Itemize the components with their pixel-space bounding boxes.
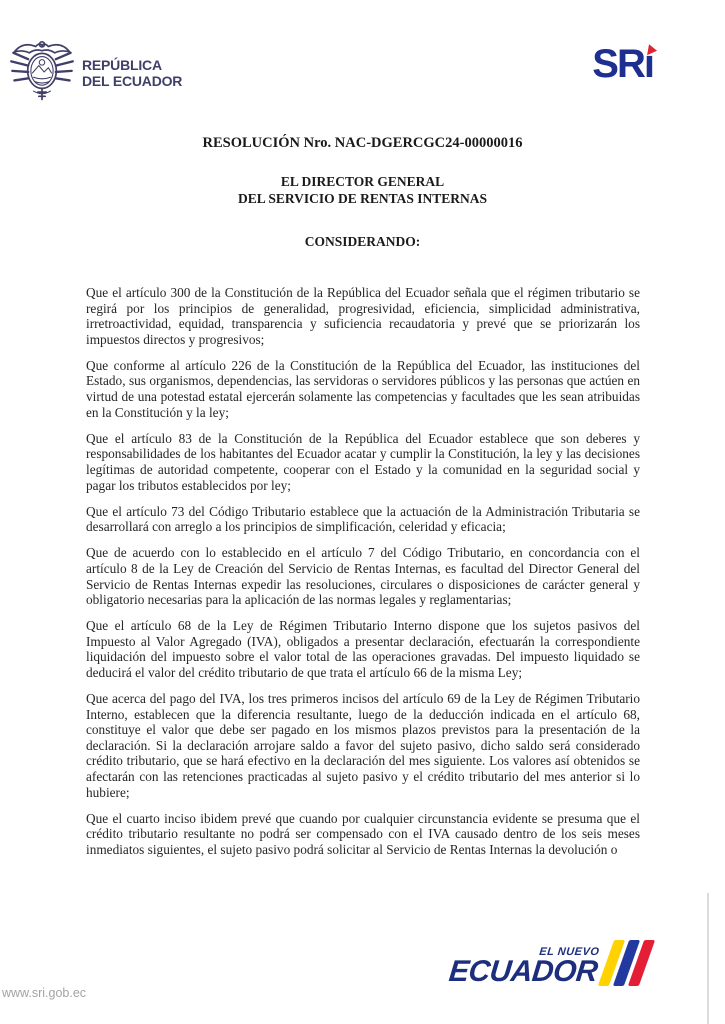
flag-stripes-icon bbox=[604, 940, 650, 986]
authority-line1: EL DIRECTOR GENERAL bbox=[280, 174, 445, 189]
el-nuevo-label: EL NUEVO bbox=[538, 946, 600, 958]
footer-vertical-rule bbox=[707, 893, 709, 1024]
republic-name-line1: REPÚBLICA bbox=[82, 57, 162, 73]
republic-name-line2: DEL ECUADOR bbox=[82, 73, 183, 89]
el-nuevo-ecuador-wordmark bbox=[447, 947, 599, 986]
sri-logo bbox=[592, 42, 653, 86]
el-nuevo-ecuador-logo bbox=[447, 940, 649, 986]
paragraph: Que el cuarto inciso ibidem prevé que cuando por cualquier circunstancia evidente se presuma que el crédito tributario resultante no podrá ser compensado con el IVA causado dentro de los seis meses inmediatos siguientes, el sujeto pasivo podrá solicitar al Servicio de Rentas Internas la devolución o bbox=[86, 810, 640, 857]
republic-name bbox=[82, 57, 182, 89]
document-body bbox=[86, 285, 640, 868]
paragraph: Que el artículo 73 del Código Tributario establece que la actuación de la Administración Tributaria se desarrollará con arreglo a los principios de simplificación, celeridad y eficacia; bbox=[86, 503, 640, 535]
title-block bbox=[0, 135, 725, 250]
sri-website-url: www.sri.gob.ec bbox=[2, 986, 87, 1000]
ecuador-label: ECUADOR bbox=[447, 955, 599, 988]
coat-of-arms-icon bbox=[8, 38, 76, 108]
authority-line2: DEL SERVICIO DE RENTAS INTERNAS bbox=[237, 190, 488, 206]
paragraph: Que el artículo 300 de la Constitución de la República del Ecuador señala que el régimen tributario se regirá por los principios de generalidad, progresividad, eficiencia, simplicidad administrativa, irretroactividad, equidad, transparencia y suficiencia recaudatoria y prevé que se priorizarán los impuestos directos y progresivos; bbox=[86, 285, 640, 347]
paragraph: Que el artículo 68 de la Ley de Régimen Tributario Interno dispone que los sujetos pasivos del Impuesto al Valor Agregado (IVA), obligados a presentar declaración, efectuarán la correspondiente liquidación del impuesto sobre el valor total de las operaciones gravadas. Del impuesto liquidado se deducirá el valor del crédito tributario de que trata el artículo 66 de la misma Ley; bbox=[86, 618, 640, 680]
paragraph: Que acerca del pago del IVA, los tres primeros incisos del artículo 69 de la Ley de Régimen Tributario Interno, establecen que la diferencia resultante, luego de la deducción indicada en el artículo 68, constituye el valor que debe ser pagado en los mismos plazos previstos para la presentación de la declaración. Si la declaración arrojare saldo a favor del sujeto pasivo, dicho saldo será considerado crédito tributario, que se hará efectivo en la declaración del mes siguiente. Los valores así obtenidos se afectarán con las retenciones practicadas al sujeto pasivo y el crédito tributario del mes anterior si lo hubiere; bbox=[86, 691, 640, 800]
authority-heading bbox=[0, 174, 725, 207]
section-heading-considerando: CONSIDERANDO: bbox=[304, 234, 421, 249]
paragraph: Que el artículo 83 de la Constitución de la República del Ecuador establece que son deberes y responsabilidades de los habitantes del Ecuador acatar y cumplir la Constitución, la ley y las decisiones legítimas de autoridad competente, cooperar con el Estado y la comunidad en la seguridad social y pagar los tributos establecidos por ley; bbox=[86, 430, 640, 493]
sri-logo-i-stem: ı bbox=[643, 42, 653, 86]
sri-logo-red-dot-icon bbox=[647, 44, 658, 56]
republic-ecuador-logo bbox=[8, 38, 182, 108]
paragraph: Que de acuerdo con lo establecido en el artículo 7 del Código Tributario, en concordancia con el artículo 8 de la Ley de Creación del Servicio de Rentas Internas, es facultad del Director General del Servicio de Rentas Internas expedir las resoluciones, circulares o disposiciones de carácter general y obligatorio necesarias para la aplicación de las normas legales y reglamentarias; bbox=[86, 545, 640, 608]
sri-logo-sr: SR bbox=[592, 42, 644, 86]
paragraph: Que conforme al artículo 226 de la Constitución de la República del Ecuador, las instituciones del Estado, sus organismos, dependencias, las servidoras o servidores públicos y las personas que actúen en virtud de una potestad estatal ejercerán solamente las competencias y facultades que les sean atribuidas en la Constitución y la ley; bbox=[86, 357, 640, 420]
resolution-number: RESOLUCIÓN Nro. NAC-DGERCGC24-00000016 bbox=[202, 135, 523, 151]
